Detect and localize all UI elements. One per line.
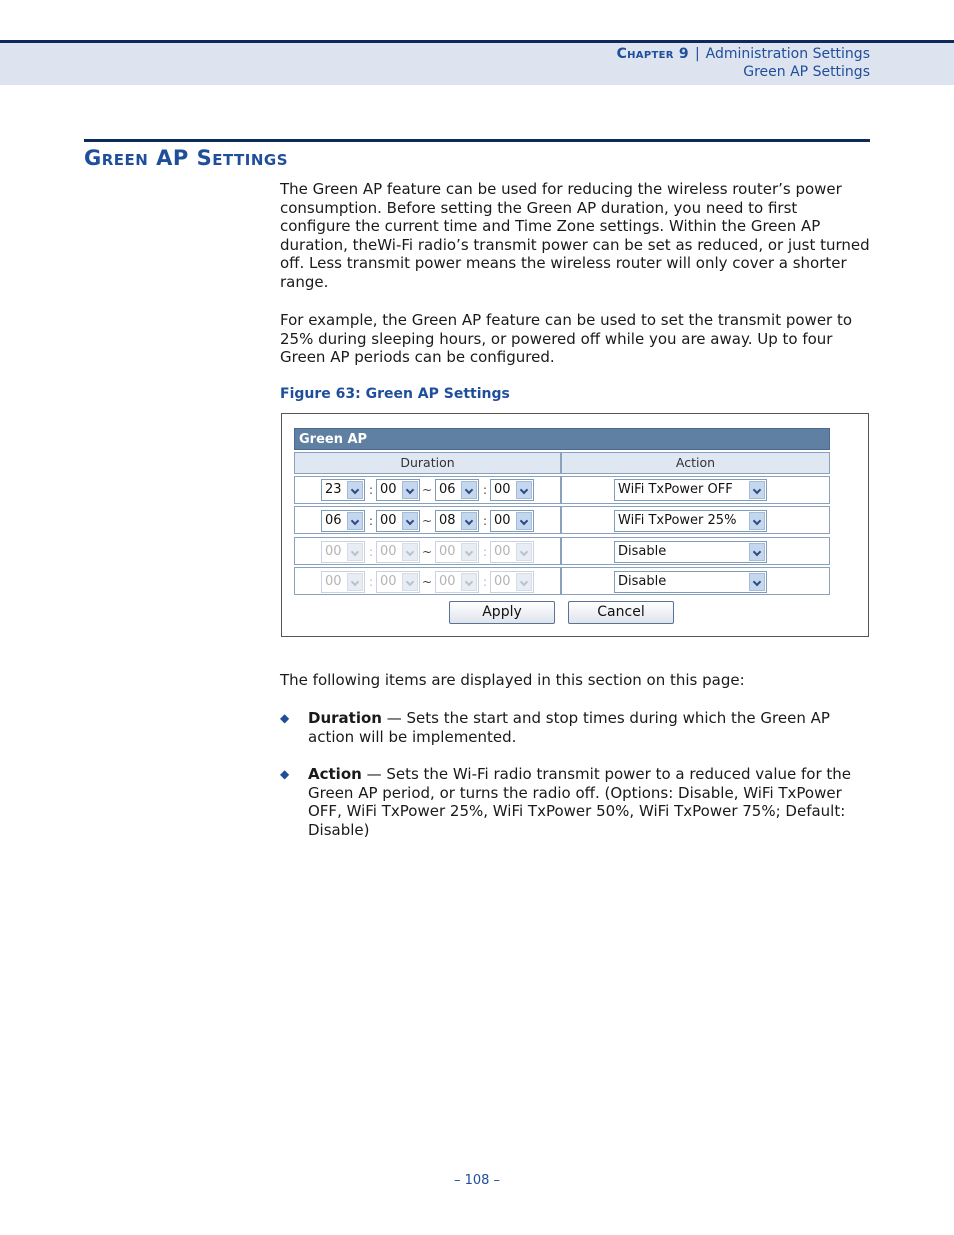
end-hour-select[interactable]: 06 [435,479,479,501]
action-cell [561,476,830,504]
end-hour-select: 00 [435,571,479,593]
colon-separator: : [483,514,488,528]
chevron-down-icon [402,573,418,591]
end-minute-select: 00 [490,541,534,563]
action-select[interactable]: WiFi TxPower OFF [614,479,767,501]
duration-cell [294,506,561,534]
cancel-button[interactable]: Cancel [568,601,674,624]
colon-separator: : [483,575,488,589]
chevron-down-icon [516,543,532,561]
tilde-separator: ~ [422,545,433,559]
chevron-down-icon [402,512,418,530]
action-cell [561,537,830,565]
bullet-description: — Sets the Wi-Fi radio transmit power to a reduced value for the Green AP period, or turns the radio off. (Options: Disable, WiFi TxPower OFF, WiFi TxPower 25%, WiFi TxPower 50%, WiFi TxPower 75%; Default: Disable) [308,765,851,839]
tilde-separator: ~ [422,514,433,528]
start-hour-select[interactable]: 06 [321,510,365,532]
chevron-down-icon [749,481,765,499]
action-cell [561,506,830,534]
chapter-title: Administration Settings [705,46,870,62]
items-intro: The following items are displayed in this section on this page: [280,671,745,689]
bullet-term: Duration [308,709,382,727]
chevron-down-icon [516,512,532,530]
start-hour-select[interactable]: 23 [321,479,365,501]
end-minute-select: 00 [490,571,534,593]
figure-caption: Figure 63: Green AP Settings [280,386,510,402]
green-ap-figure [281,413,869,637]
end-minute-select[interactable]: 00 [490,510,534,532]
chevron-down-icon [402,543,418,561]
start-hour-select: 00 [321,541,365,563]
section-rule [84,139,870,142]
chevron-down-icon [749,512,765,530]
colon-separator: : [369,514,374,528]
action-select[interactable]: Disable [614,571,767,593]
tilde-separator: ~ [422,575,433,589]
paragraph-2: For example, the Green AP feature can be used to set the transmit power to 25% during sleeping hours, or powered off while you are away. Up to four Green AP periods can be configured. [280,311,853,367]
start-minute-select[interactable]: 00 [376,510,420,532]
chevron-down-icon [749,573,765,591]
end-hour-select: 00 [435,541,479,563]
colon-separator: : [483,545,488,559]
colon-separator: : [369,545,374,559]
action-cell [561,567,830,595]
start-minute-select[interactable]: 00 [376,479,420,501]
end-hour-select[interactable]: 08 [435,510,479,532]
bullet-action [308,765,870,839]
chevron-down-icon [461,573,477,591]
chevron-down-icon [347,512,363,530]
bullet-term: Action [308,765,362,783]
action-column-header: Action [561,452,830,474]
duration-cell [294,476,561,504]
chevron-down-icon [347,543,363,561]
chevron-down-icon [347,481,363,499]
chevron-down-icon [347,573,363,591]
end-minute-select[interactable]: 00 [490,479,534,501]
action-select[interactable]: WiFi TxPower 25% [614,510,767,532]
paragraph-1: The Green AP feature can be used for reducing the wireless router’s power consumption. Before setting the Green AP duration, you need to first configure the current time and Time Zone settings. Within the Green AP duration, theWi-Fi radio’s transmit power can be set as reduced, or just turned off. Less transmit power means the wireless router will only cover a shorter range. [280,180,870,291]
chevron-down-icon [461,512,477,530]
chapter-label: Chapter 9 [616,46,689,62]
bullet-duration [308,709,870,746]
chevron-down-icon [461,543,477,561]
chevron-down-icon [461,481,477,499]
header-section: Green AP Settings [743,64,870,80]
green-ap-panel-title: Green AP [294,428,830,450]
action-select[interactable]: Disable [614,541,767,563]
header-separator: | [694,46,700,62]
colon-separator: : [483,483,488,497]
tilde-separator: ~ [422,483,433,497]
colon-separator: : [369,575,374,589]
page-number: – 108 – [453,1173,501,1188]
colon-separator: : [369,483,374,497]
duration-column-header: Duration [294,452,561,474]
bullet-description: — Sets the start and stop times during which the Green AP action will be implemented. [308,709,830,746]
running-header [617,45,870,81]
bullet-diamond-icon: ◆ [280,711,290,725]
chevron-down-icon [402,481,418,499]
start-minute-select: 00 [376,541,420,563]
chevron-down-icon [516,573,532,591]
chevron-down-icon [749,543,765,561]
bullet-diamond-icon: ◆ [280,767,290,781]
section-title: Green AP Settings [84,146,289,170]
apply-button[interactable]: Apply [449,601,555,624]
start-minute-select: 00 [376,571,420,593]
duration-cell [294,567,561,595]
duration-cell [294,537,561,565]
chevron-down-icon [516,481,532,499]
start-hour-select: 00 [321,571,365,593]
